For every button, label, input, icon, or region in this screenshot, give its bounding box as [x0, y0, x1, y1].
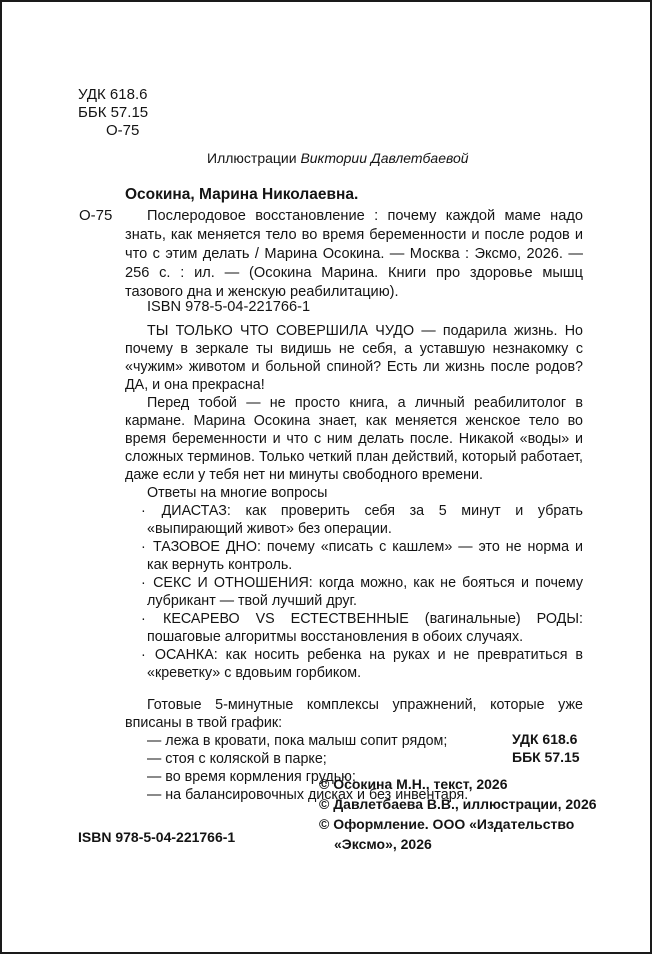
footer-udk: УДК 618.6	[512, 731, 578, 747]
copyright-block	[319, 774, 597, 854]
illustrations-credit	[207, 150, 469, 166]
copyright-design: © Оформление. ООО «Издательство	[319, 816, 575, 832]
illustrations-label: Иллюстрации	[207, 150, 297, 166]
abstract-paragraph: ТЫ ТОЛЬКО ЧТО СОВЕРШИЛА ЧУДО — подарила жизнь. Но почему в зеркале ты видишь не себя, а уставшую незнакомку с «чужим» животом и больной спиной? Есть ли жизнь после родов? ДА, и она прекрасна!	[125, 323, 583, 393]
bullet-icon: ·	[141, 611, 146, 627]
author-heading: Осокина, Марина Николаевна.	[125, 186, 359, 203]
isbn-record: ISBN 978-5-04-221766-1	[147, 299, 311, 315]
list-item: · ДИАСТАЗ: как проверить себя за 5 минут и убрать «выпирающий живот» без операции.	[141, 503, 583, 537]
bullet-icon: ·	[141, 647, 146, 663]
bbk-code: ББК 57.15	[78, 104, 149, 121]
dash-item: — на балансировочных дисках и без инвентаря.	[147, 787, 469, 803]
udk-code: УДК 618.6	[78, 86, 148, 103]
bullet-icon: ·	[141, 539, 146, 555]
list-item: · ОСАНКА: как носить ребенка на руках и не превратиться в «креветку» с вдовьим горбиком.	[141, 647, 583, 681]
footer-bbk: ББК 57.15	[512, 749, 580, 765]
footer-classification	[512, 730, 580, 766]
bullet-icon: ·	[141, 575, 146, 591]
list-item: · КЕСАРЕВО VS ЕСТЕСТВЕННЫЕ (вагинальные) РОДЫ: пошаговые алгоритмы восстановления в обоих случаях.	[141, 611, 583, 645]
author-sign: О-75	[106, 122, 140, 139]
list-item: · ТАЗОВОЕ ДНО: почему «писать с кашлем» — это не норма и как вернуть контроль.	[141, 539, 583, 573]
illustrator-name: Виктории Давлетбаевой	[300, 150, 469, 166]
bibliographic-record: Послеродовое восстановление : почему каждой маме надо знать, как меняется тело во время беременности и после родов и что с этим делать / Марина Осокина. — Москва : Эксмо, 2026. — 256 с. : ил. — (Осокина Марина. Книги про здоровье мышц тазового дна и женскую реабилитацию).	[125, 208, 583, 300]
classification-block	[78, 86, 148, 140]
answers-heading: Ответы на многие вопросы	[147, 485, 328, 501]
copyright-design-cont: «Эксмо», 2026	[334, 836, 432, 852]
copyright-illustrations: © Давлетбаева В.В., иллюстрации, 2026	[319, 796, 597, 812]
spacer	[125, 682, 583, 696]
list-item: · СЕКС И ОТНОШЕНИЯ: когда можно, как не бояться и почему лубрикант — твой лучший друг.	[141, 575, 583, 609]
side-author-sign: О-75	[79, 207, 113, 224]
copyright-text: © Осокина М.Н., текст, 2026	[319, 776, 508, 792]
questions-list	[125, 502, 583, 682]
dash-item: — стоя с коляской в парке;	[147, 751, 327, 767]
abstract-paragraph: Перед тобой — не просто книга, а личный реабилитолог в кармане. Марина Осокина знает, как меняется женское тело во время беременности и что с ним делать после. Никакой «воды» и сложных терминов. Только четкий план действий, который работает, даже если у тебя нет ни минуты свободного времени.	[125, 395, 583, 483]
dash-item: — лежа в кровати, пока малыш сопит рядом;	[147, 733, 448, 749]
dash-item: — во время кормления грудью;	[147, 769, 356, 785]
bullet-icon: ·	[141, 503, 146, 519]
footer-isbn: ISBN 978-5-04-221766-1	[78, 829, 236, 845]
complexes-intro: Готовые 5-минутные комплексы упражнений, которые уже вписаны в твой график:	[125, 697, 583, 731]
